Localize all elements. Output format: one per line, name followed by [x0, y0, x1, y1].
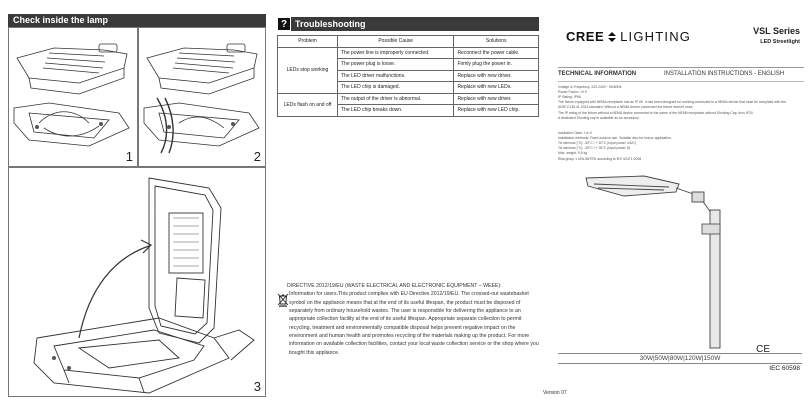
series-title: VSL Series [753, 26, 800, 36]
figure-2 [138, 27, 266, 167]
divider [558, 67, 804, 68]
troubleshooting-title: Troubleshooting [295, 19, 366, 29]
cause-cell: The power line is improperly connected. [338, 47, 454, 59]
solution-cell: Replace with new LEDs. [454, 82, 539, 94]
brand-name: CREE [566, 29, 605, 44]
table-row [278, 93, 539, 105]
check-inside-lamp-panel [8, 14, 266, 394]
technical-info-title: TECHNICAL INFORMATION [558, 71, 637, 77]
brand-lighting: LIGHTING [620, 29, 692, 44]
solution-cell: Replace with new LED chip. [454, 105, 539, 117]
column-header-problem: Problem [278, 36, 338, 48]
streetlight-illustration [584, 174, 734, 352]
lamp-open-drawing-2 [139, 28, 266, 167]
spec-block-2 [558, 131, 804, 157]
solution-cell: Replace with new driver. [454, 70, 539, 82]
solution-cell: Replace with new driver. [454, 93, 539, 105]
column-header-cause: Possible Cause [338, 36, 454, 48]
spec-line: Max. weight: 9,5 kg [558, 151, 588, 156]
spec-line: TA min/max [°C]: -30°C / + 35°C (input power D) [558, 146, 631, 151]
spec-line: TA min/max [°C]: -30°C / + 40°C (input power 4,8/C) [558, 141, 636, 146]
cause-cell: The output of the driver is abnormal. [338, 93, 454, 105]
spec-line: ANSI C136.41-2013 standard. Without a NEMA device connected the fixture doesn't work. [558, 105, 694, 110]
spec-block-1 [558, 85, 804, 121]
problem-cell: LEDs flash on and off [278, 93, 338, 116]
ce-mark: CE [756, 344, 770, 355]
weee-title: DIRECTIVE 2012/19/EU (WASTE ELECTRICAL AND ELECTRONIC EQUIPMENT – WEEE): [287, 283, 502, 289]
spec-block-3 [558, 157, 804, 162]
spec-line: The fixture equipped with NEMA receptacle has an IP 65. It has been designed for working connected to a NEMA device that must be compliant with the [558, 100, 786, 105]
lamp-open-drawing-1 [9, 28, 138, 167]
power-ratings: 30W|50W|80W|120W|150W [558, 353, 802, 364]
spec-line: Insulation Class: I or II [558, 131, 592, 135]
troubleshooting-table [277, 35, 539, 117]
figure-3 [8, 167, 266, 397]
spec-line: Risk group 1 UNLIMITED according to IEC 62471:2008 [558, 157, 642, 161]
cause-cell: The LED chip is damaged. [338, 82, 454, 94]
solution-cell: Reconnect the power cable. [454, 47, 539, 59]
figure-1 [8, 27, 138, 167]
cree-diamond-icon [608, 32, 616, 42]
version-label: Version 07 [543, 390, 567, 396]
cause-cell: The LED driver malfunctions. [338, 70, 454, 82]
installation-title: INSTALLATION INSTRUCTIONS - ENGLISH [664, 71, 785, 77]
spec-line: The IP rating of the fixture without a NEMA device connected is the same of the NEMA receptacle without Shorting Cap, thus IP20. [558, 110, 754, 115]
column-header-solution: Solutions [454, 36, 539, 48]
cover-panel [554, 14, 804, 384]
troubleshooting-header [277, 17, 539, 31]
spec-line: IP Rating: IP66 [558, 95, 581, 100]
series-subtitle: LED Streetlight [760, 39, 800, 45]
figure-2-number: 2 [253, 149, 261, 164]
cause-cell: The LED chip breaks down. [338, 105, 454, 117]
weee-notice [277, 282, 543, 357]
lamp-open-drawing-3 [9, 168, 266, 397]
figure-1-number: 1 [125, 149, 133, 164]
crossed-bin-icon [277, 293, 289, 307]
check-inside-lamp-header: Check inside the lamp [8, 14, 266, 27]
weee-body: Information for users.This product complies with EU Directive 2012/19/EU. The crossed-out wastebasket symbol on the appliance means that at the end of its useful lifespan, the product must be disposed of separately from ordinary household wastes. The user is responsible for delivering the appliance to an appropriate collection facility at the end of its useful lifespan. Appropriate separate collection to permit recycling, treatment and environmentally compatible disposal helps prevent negative impact on the environment and human health and promotes recycling of the materials making up the product. For more information on available collection facilities, contact your local waste collection service or the shop where you bought this appliance. [289, 291, 539, 356]
table-header-row [278, 36, 539, 48]
solution-cell: Firmly plug the power in. [454, 59, 539, 71]
table-row [278, 47, 539, 59]
problem-cell: LEDs stop working [278, 47, 338, 93]
cree-logo [566, 29, 691, 44]
spec-line: A dedicated Shorting cap is available as an accessory. [558, 115, 640, 120]
cause-cell: The power plug is loose. [338, 59, 454, 71]
question-icon: ? [277, 17, 291, 31]
iec-standard: IEC 60598 [769, 365, 800, 372]
spec-line: Installation methods: Fixed outdoor use. Suitable also for indoor application. [558, 136, 672, 141]
spec-line: Voltage & Frequency: 220-240V~ 50/60Hz [558, 85, 622, 89]
figure-3-number: 3 [253, 379, 261, 394]
spec-line: Power Factor: >0.9 [558, 90, 587, 95]
divider [558, 81, 804, 82]
